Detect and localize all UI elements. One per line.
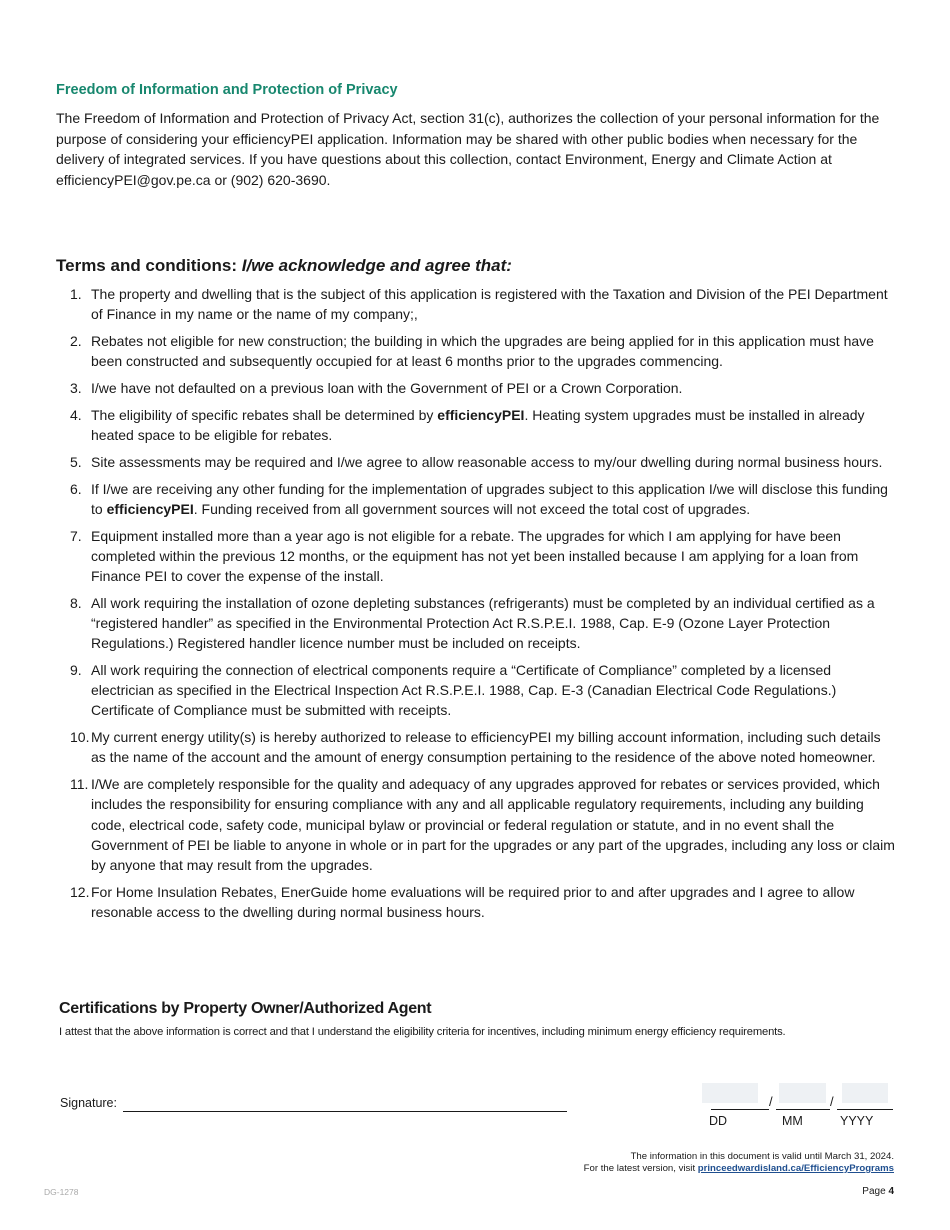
date-month-label: MM — [782, 1114, 803, 1128]
date-month-field[interactable] — [779, 1083, 826, 1103]
efficiency-programs-link[interactable]: princeedwardisland.ca/EfficiencyPrograms — [697, 1163, 894, 1174]
terms-item-text-pre: Site assessments may be required and I/we agree to allow reasonable access to my/our dwelling during normal business hours. — [91, 453, 883, 470]
terms-item-number: 12. — [70, 883, 90, 900]
terms-item-number: 5. — [70, 453, 82, 470]
terms-item-number: 8. — [70, 594, 82, 611]
date-separator: / — [769, 1094, 773, 1109]
terms-item-text-pre: Equipment installed more than a year ago is not eligible for a rebate. The upgrades for which I am applying for have been completed within the previous 12 months, or the equipment has not yet been installed because I am applying for a loan from Finance PEI to cover the expense of the install. — [91, 527, 859, 584]
page-prefix: Page — [862, 1186, 889, 1197]
terms-heading-label: Terms and conditions: — [56, 256, 238, 275]
date-separator: / — [830, 1094, 834, 1109]
terms-item — [56, 479, 896, 519]
terms-heading-emphasis: I/we acknowledge and agree that: — [241, 256, 512, 275]
terms-item — [56, 660, 896, 721]
latest-version-note — [584, 1163, 894, 1175]
terms-list — [56, 284, 896, 929]
terms-item-text-pre: I/we have not defaulted on a previous loan with the Government of PEI or a Crown Corporation. — [91, 380, 683, 396]
terms-item-text-pre: I/We are completely responsible for the quality and adequacy of any upgrades approved for rebates or services provided, which includes the responsibility for ensuring compliance with any and all applicable regulatory requirements, including any building code, electrical code, safety code, municipal bylaw or provincial or federal regulation or statute, and in no event shall the Government of PEI be liable to anyone in whole or in part for the upgrades or any part of the upgrades, including any loss or claim by anyone that may result from the upgrades. — [91, 776, 895, 874]
terms-item-text-bold: efficiencyPEI — [106, 500, 194, 517]
page-number-value: 4 — [888, 1186, 894, 1197]
terms-item — [56, 284, 896, 324]
page-number — [862, 1186, 894, 1197]
terms-item-number: 11. — [70, 776, 89, 793]
terms-item-text-pre: Rebates not eligible for new construction; the building in which the upgrades are being applied for in this application must have been constructed and subsequently occupied for at least 6 months prior to the upgrades commencing. — [91, 333, 874, 370]
terms-item — [56, 452, 896, 472]
terms-item-text-pre: If I/we are receiving any other funding for the implementation of upgrades subject to this application I/we will disclose this funding to — [91, 480, 888, 517]
terms-item-text-pre: The eligibility of specific rebates shall be determined by — [91, 406, 438, 423]
terms-item — [56, 593, 896, 654]
terms-item-text-pre: The property and dwelling that is the subject of this application is registered with the Taxation and Division of the PEI Department of Finance in my name or the name of my company;, — [91, 286, 888, 323]
date-year-field[interactable] — [842, 1083, 888, 1103]
foip-body: The Freedom of Information and Protection of Privacy Act, section 31(c), authorizes the collection of your personal information for the purpose of considering your efficiencyPEI application. Information may be shared with other public bodies when necessary for the delivery of integrated services. If you have questions about this collection, contact Environment, Energy and Climate Action at efficiencyPEI@gov.pe.ca or (902) 620-3690. — [56, 110, 880, 188]
date-day-field[interactable] — [702, 1083, 758, 1103]
terms-item-number: 9. — [70, 662, 82, 678]
validity-note: The information in this document is valid until March 31, 2024. — [630, 1151, 894, 1162]
date-month-line — [776, 1109, 830, 1110]
terms-item-text-post: . Funding received from all government sources will not exceed the total cost of upgrades. — [193, 500, 751, 517]
terms-item — [56, 378, 896, 398]
terms-item-text-pre: All work requiring the installation of ozone depleting substances (refrigerants) must be completed by an individual certified as a “registered handler” as specified in the Environmental Protection Act R.S.P.E.I. 1988, Cap. E-9 (Ozone Layer Protection Regulations.) Registered handler licence number must be included on receipts. — [91, 594, 875, 652]
terms-item — [56, 526, 896, 587]
certification-heading: Certifications by Property Owner/Authorized Agent — [59, 1000, 432, 1017]
date-year-label: YYYY — [840, 1114, 874, 1128]
terms-item-number: 6. — [70, 480, 82, 497]
terms-item — [56, 882, 896, 922]
terms-item — [56, 774, 896, 875]
terms-item-text-bold: efficiencyPEI — [437, 406, 525, 423]
date-day-line — [711, 1109, 769, 1110]
date-year-line — [837, 1109, 893, 1110]
footer-note — [584, 1151, 894, 1175]
terms-item-number: 7. — [70, 527, 82, 544]
signature-field[interactable] — [123, 1111, 567, 1112]
terms-item-number: 10. — [70, 729, 90, 746]
signature-label: Signature: — [60, 1096, 117, 1110]
terms-heading — [56, 256, 512, 276]
document-code: DG-1278 — [44, 1187, 79, 1197]
terms-item-text-pre: For Home Insulation Rebates, EnerGuide home evaluations will be required prior to and after upgrades and I agree to allow resonable access to the dwelling during normal business hours. — [91, 883, 855, 921]
terms-item-number: 3. — [70, 380, 82, 396]
latest-version-prefix: For the latest version, visit — [583, 1163, 698, 1174]
terms-item — [56, 727, 896, 767]
terms-item-text-post: . Heating system upgrades must be installed in already heated space to be eligible for rebates. — [91, 406, 865, 443]
terms-item — [56, 331, 896, 371]
certification-text: I attest that the above information is correct and that I understand the eligibility criteria for incentives, including minimum energy efficiency requirements. — [59, 1026, 786, 1038]
date-day-label: DD — [709, 1114, 728, 1128]
terms-item-number: 1. — [70, 286, 82, 302]
terms-item-number: 2. — [70, 333, 82, 349]
foip-heading: Freedom of Information and Protection of Privacy — [56, 82, 398, 98]
terms-item-number: 4. — [70, 406, 82, 423]
terms-item — [56, 405, 896, 445]
terms-item-text-pre: My current energy utility(s) is hereby authorized to release to efficiencyPEI my billing account information, including such details as the name of the account and the amount of energy consumption pertaining to the residence of the above noted homeowner. — [91, 729, 881, 766]
terms-item-text-pre: All work requiring the connection of electrical components require a “Certificate of Compliance” completed by a licensed electrician as specified in the Electrical Inspection Act R.S.P.E.I. 1988, Cap. E-3 (Canadian Electrical Code Regulations.) Certificate of Compliance must be submitted with receipts. — [91, 662, 837, 719]
